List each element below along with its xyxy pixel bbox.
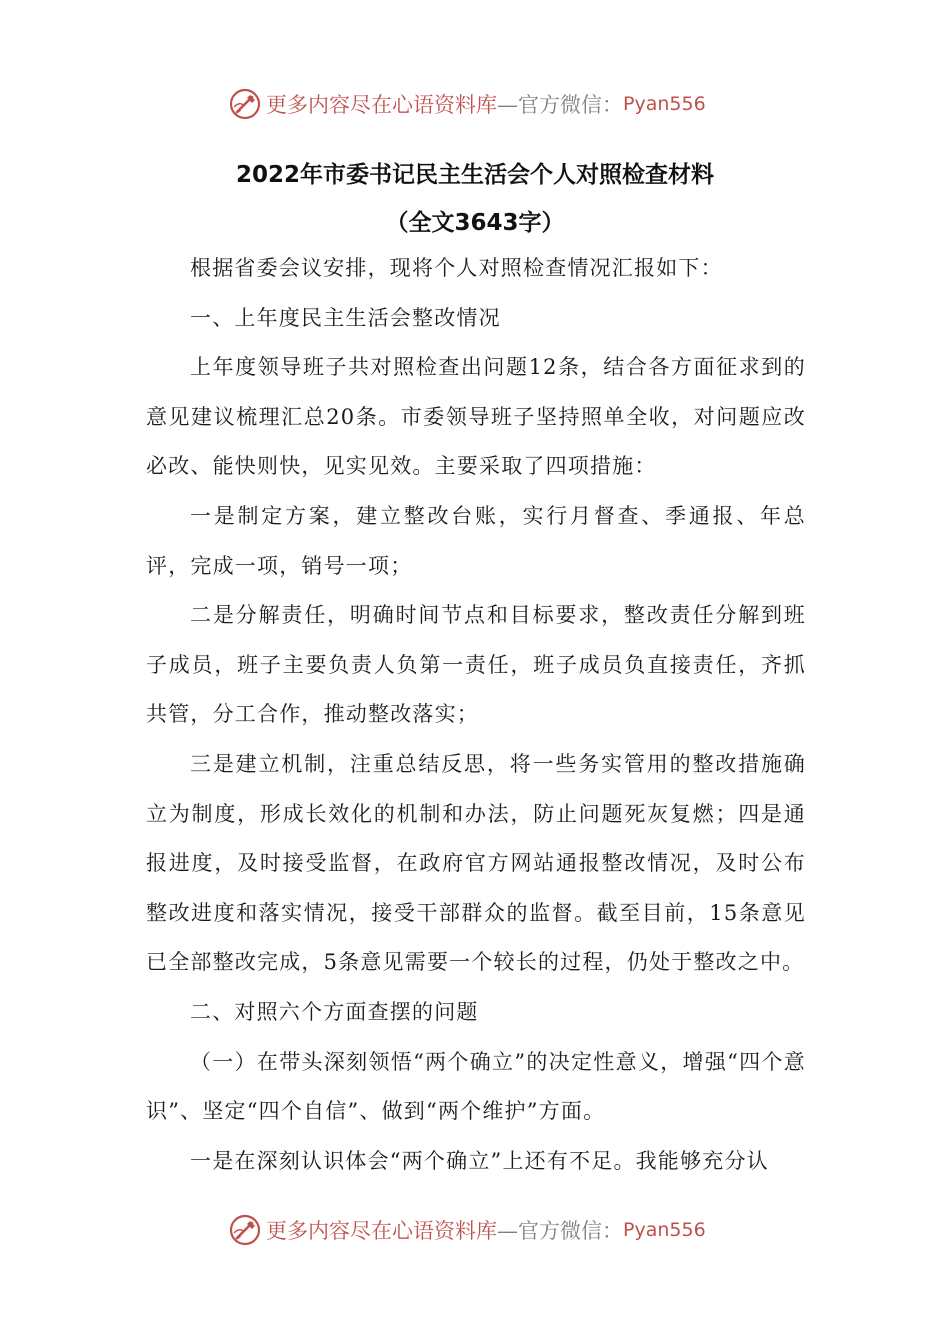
watermark-footer <box>228 1208 706 1252</box>
body-paragraph: 一是在深刻认识体会“两个确立”上还有不足。我能够充分认 <box>190 1148 769 1173</box>
body-paragraph: 三是建立机制，注重总结反思，将一些务实管用的整改措施确立为制度，形成长效化的机制和办法，防止问题死灰复燃；四是通报进度，及时接受监督，在政府官方网站通报整改情况，及时公布整改进度和落实情况，接受干部群众的监督。截至目前，15条意见已全部整改完成，5条意见需要一个较长的过程，仍处于整改之中。 <box>146 751 806 975</box>
watermark-header <box>228 82 706 126</box>
watermark-brand-text: 更多内容尽在心语资料库 <box>266 1219 497 1243</box>
section-heading: 二、对照六个方面查摆的问题 <box>190 999 479 1024</box>
body-paragraph: 一是制定方案，建立整改台账，实行月督查、季通报、年总评，完成一项，销号一项； <box>146 503 806 578</box>
body-paragraph: 上年度领导班子共对照检查出问题12条，结合各方面征求到的意见建议梳理汇总20条。市委领导班子坚持照单全收，对问题应改必改、能快则快，见实见效。主要采取了四项措施： <box>146 355 806 479</box>
watermark-wechat-id: Pyan556 <box>623 93 706 115</box>
subsection-heading: （一）在带头深刻领悟“两个确立”的决定性意义，增强“四个意识”、坚定“四个自信”、做到“两个维护”方面。 <box>146 1049 806 1124</box>
section-heading: 一、上年度民主生活会整改情况 <box>190 305 501 330</box>
pen-seal-logo-icon <box>228 87 262 121</box>
document-subtitle: （全文3643字） <box>385 210 565 236</box>
watermark-wechat-id: Pyan556 <box>623 1219 706 1241</box>
document-title: 2022年市委书记民主生活会个人对照检查材料 <box>235 162 714 188</box>
watermark-separator-text: —官方微信： <box>497 1219 623 1243</box>
watermark-separator-text: —官方微信： <box>497 93 623 117</box>
watermark-brand-text: 更多内容尽在心语资料库 <box>266 93 497 117</box>
body-paragraph: 根据省委会议安排，现将个人对照检查情况汇报如下： <box>190 256 723 280</box>
body-paragraph: 二是分解责任，明确时间节点和目标要求，整改责任分解到班子成员，班子主要负责人负第一责任，班子成员负直接责任，齐抓共管，分工合作，推动整改落实； <box>146 603 806 727</box>
document-body <box>146 244 806 1186</box>
pen-seal-logo-icon <box>228 1213 262 1247</box>
